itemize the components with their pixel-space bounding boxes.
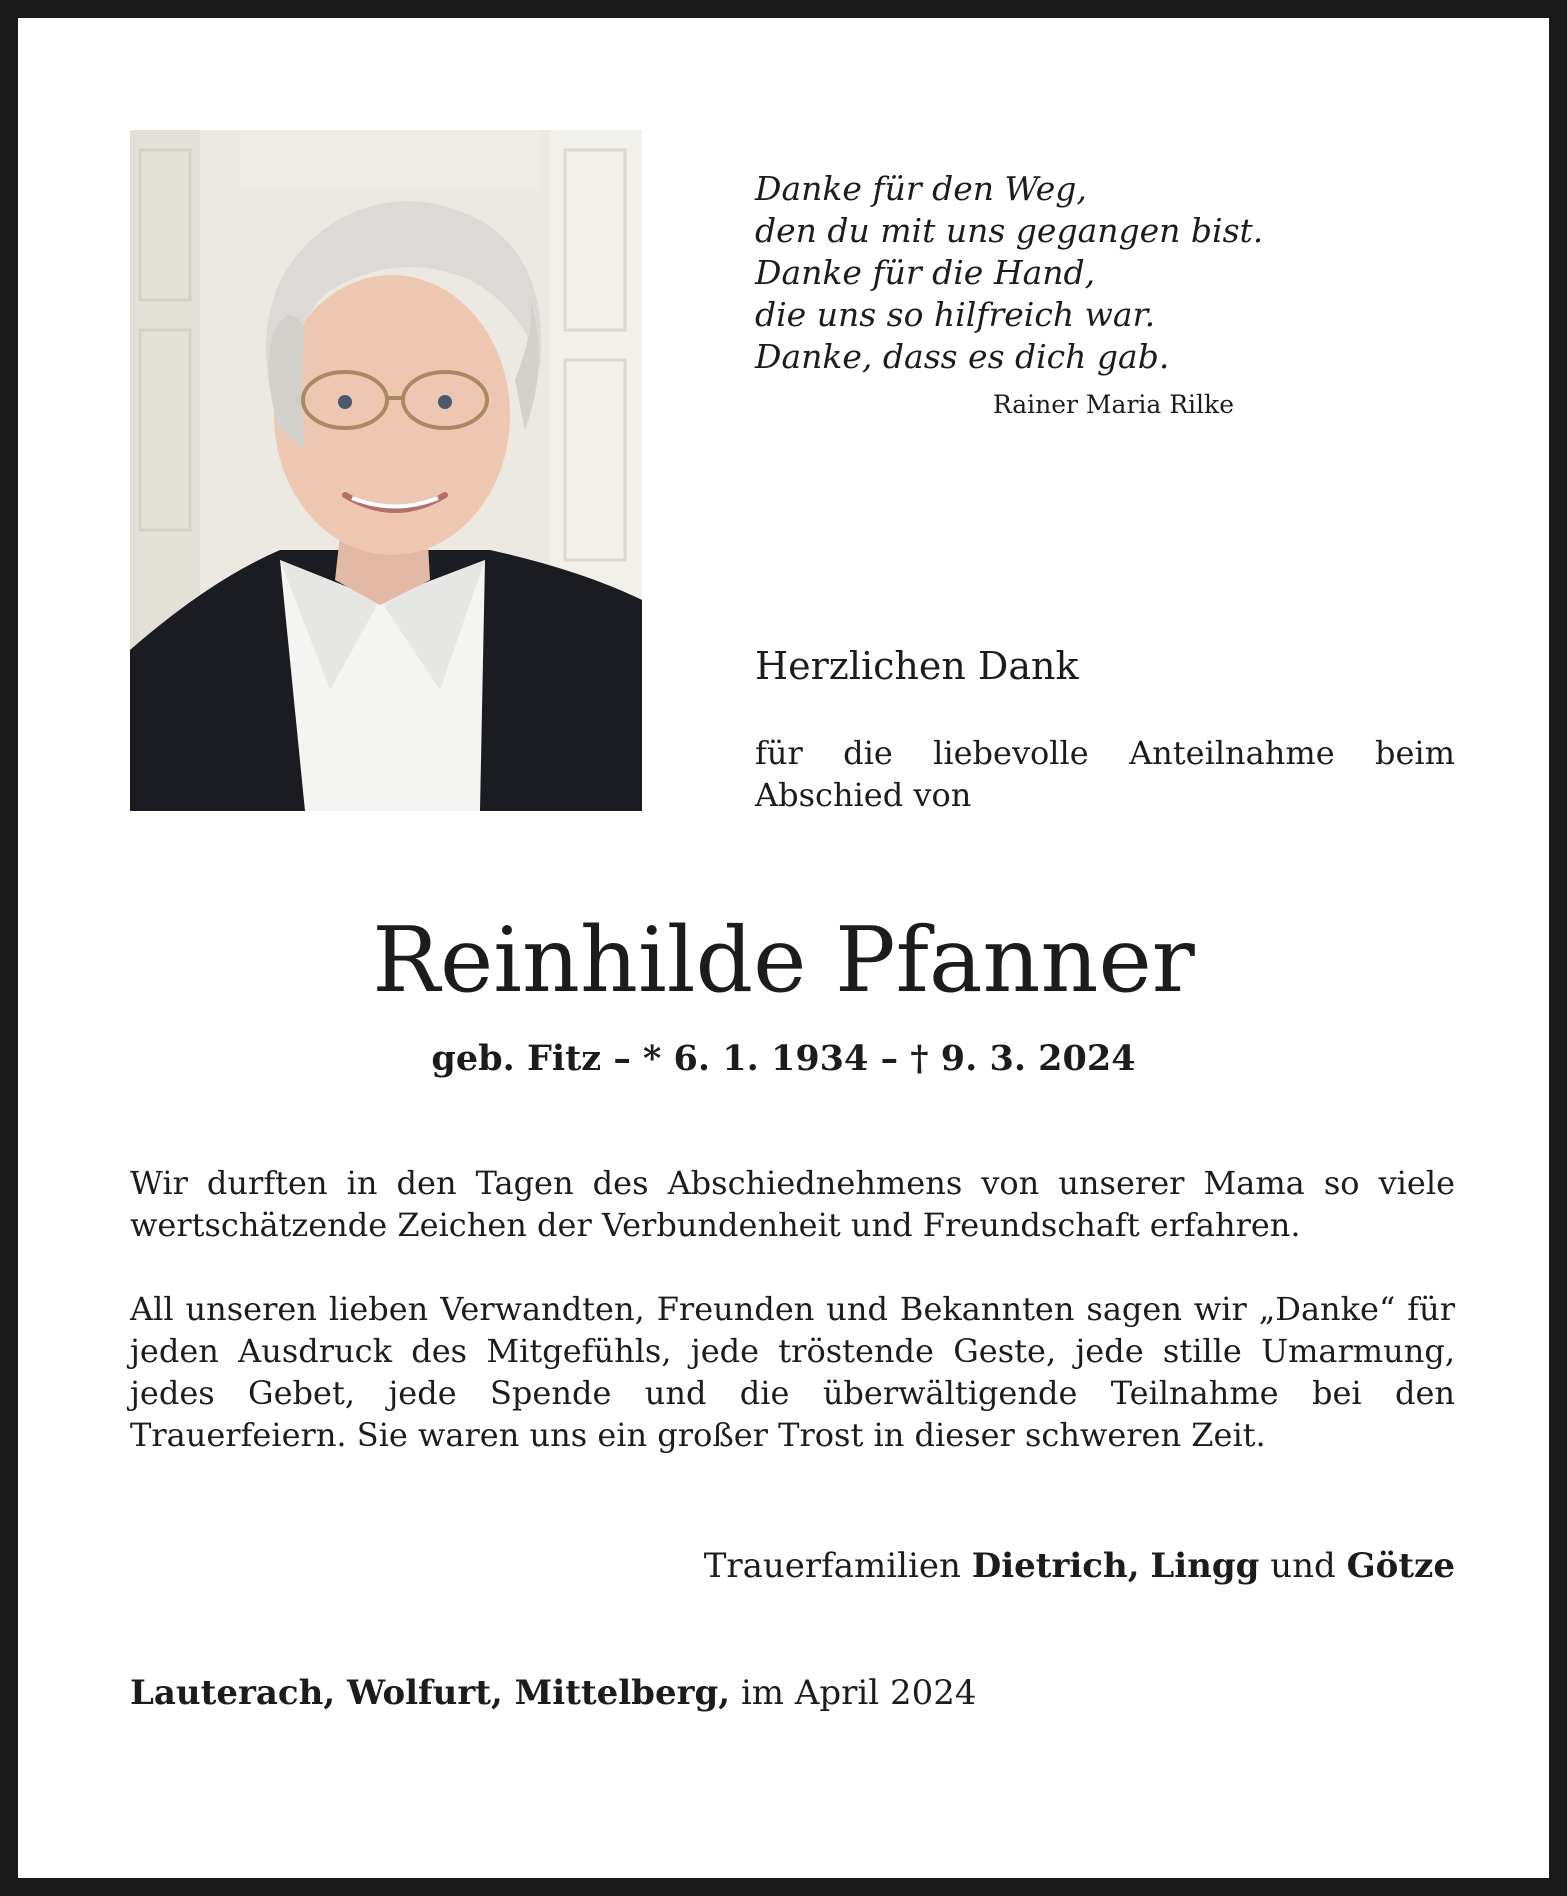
signature-prefix: Trauerfamilien — [703, 1546, 961, 1586]
life-dates: geb. Fitz – * 6. 1. 1934 – † 9. 3. 2024 — [431, 1038, 1136, 1079]
poem-line: Danke für den Weg, — [755, 169, 1087, 208]
portrait-photo — [130, 130, 642, 811]
body-paragraph-1: Wir durften in den Tagen des Abschiednehmens von unserer Mama so viele wertschätzende Zeichen der Verbundenheit und Freundschaft erfahren. — [130, 1164, 1455, 1244]
poem-line: Danke für die Hand, — [755, 253, 1096, 292]
family-name-1: Dietrich, — [971, 1546, 1140, 1586]
family-name-2: Lingg — [1150, 1546, 1260, 1586]
signature-connector: und — [1270, 1546, 1336, 1586]
footer-date: im April 2024 — [740, 1673, 977, 1713]
thanks-text: für die liebevolle Anteilnahme beim Abschied von — [755, 734, 1455, 814]
poem-line: die uns so hilfreich war. — [755, 295, 1156, 334]
poem — [755, 168, 1275, 378]
body-paragraph-2: All unseren lieben Verwandten, Freunden und Bekannten sagen wir „Danke“ für jeden Ausdruck des Mitgefühls, jede tröstende Geste, jede stille Umarmung, jedes Gebet, jede Spende und die überwältigende Teilnahme bei den Trauerfeiern. Sie waren uns ein großer Trost in dieser schweren Zeit. — [130, 1290, 1455, 1454]
family-signature — [130, 1546, 1455, 1586]
poem-line: Danke, dass es dich gab. — [755, 337, 1170, 376]
poem-author: Rainer Maria Rilke — [992, 390, 1234, 419]
deceased-name: Reinhilde Pfanner — [372, 908, 1195, 1013]
footer-places: Lauterach, Wolfurt, Mittelberg, — [130, 1673, 731, 1713]
footer-location-date — [130, 1673, 977, 1713]
portrait-illustration — [130, 130, 642, 811]
family-name-3: Götze — [1346, 1546, 1455, 1586]
thanks-heading: Herzlichen Dank — [755, 644, 1079, 688]
obituary-card — [18, 18, 1549, 1878]
poem-line: den du mit uns gegangen bist. — [755, 211, 1264, 250]
